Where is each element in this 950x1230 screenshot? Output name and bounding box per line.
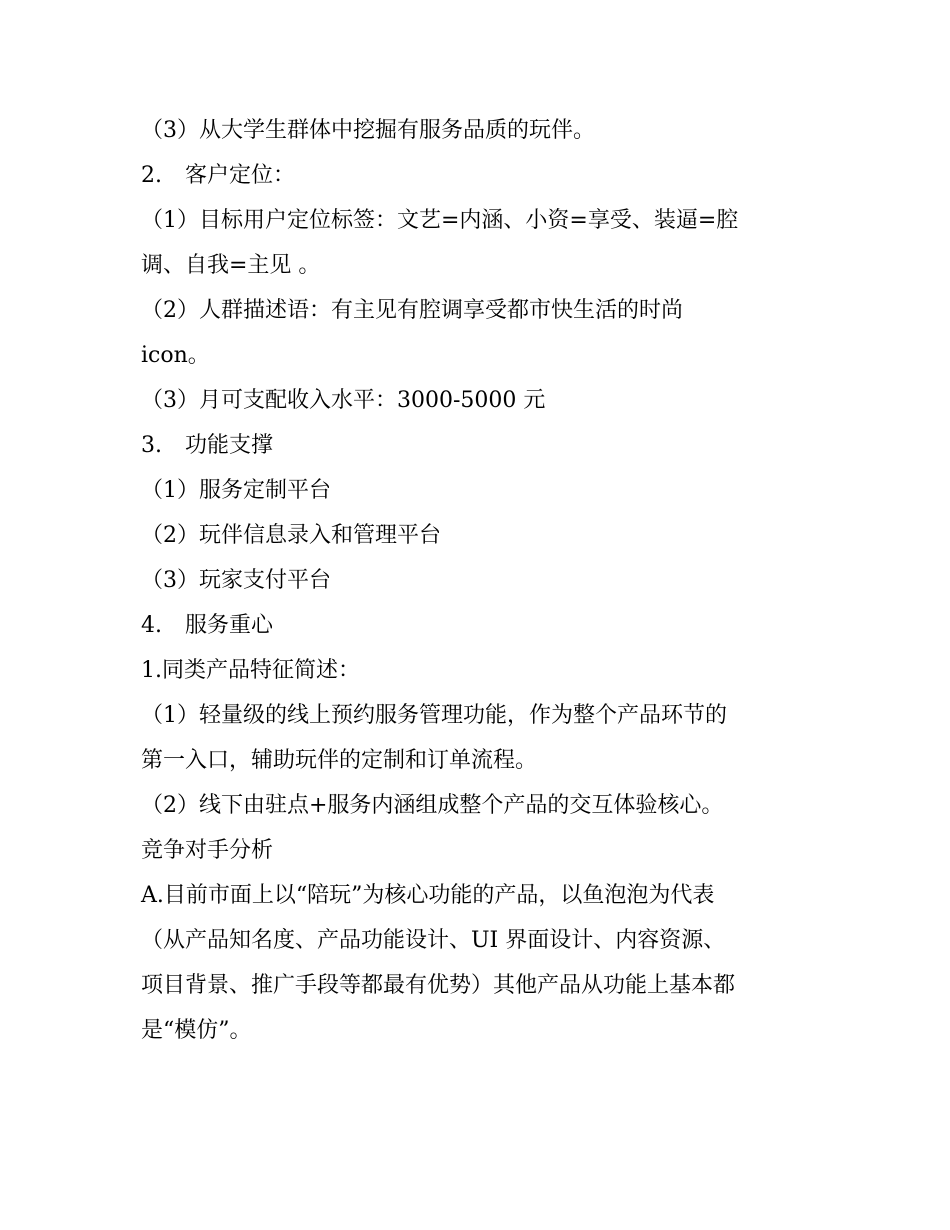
numbered-heading-function-support (141, 423, 821, 468)
paragraph-line: 项目背景、推广手段等都最有优势）其他产品从功能上基本都 (141, 973, 736, 998)
heading-text: 服务重心 (185, 613, 274, 638)
paragraph-line: 调、自我=主见 。 (141, 253, 321, 278)
paragraph-line: （1）轻量级的线上预约服务管理功能，作为整个产品环节的 (141, 703, 727, 728)
heading-text: 功能支撑 (185, 433, 274, 458)
document-body (141, 108, 821, 1053)
paragraph-line: icon。 (141, 343, 210, 368)
list-number: 3. (141, 433, 162, 458)
paragraph-line: 第一入口，辅助玩伴的定制和订单流程。 (141, 748, 538, 773)
section-heading-competitor-analysis: 竞争对手分析 (141, 838, 274, 863)
paragraph-line: 是“模仿”。 (141, 1018, 252, 1043)
paragraph-line: （1）服务定制平台 (141, 478, 331, 503)
numbered-heading-service-focus (141, 603, 821, 648)
paragraph-line: A.目前市面上以“陪玩”为核心功能的产品，以鱼泡泡为代表 (141, 883, 715, 908)
paragraph-line: （从产品知名度、产品功能设计、UI 界面设计、内容资源、 (141, 928, 726, 953)
heading-text: 客户定位： (185, 163, 296, 188)
paragraph-line: （3）玩家支付平台 (141, 568, 331, 593)
list-number: 4. (141, 613, 162, 638)
paragraph-line: （3）从大学生群体中挖掘有服务品质的玩伴。 (141, 118, 595, 143)
list-number: 2. (141, 163, 162, 188)
paragraph-line: （1）目标用户定位标签：文艺=内涵、小资=享受、装逼=腔 (141, 208, 739, 233)
numbered-heading-customer-positioning (141, 153, 821, 198)
paragraph-line: （3）月可支配收入水平：3000-5000 元 (141, 388, 546, 413)
paragraph-line: 1.同类产品特征简述： (141, 658, 360, 683)
paragraph-line: （2）人群描述语：有主见有腔调享受都市快生活的时尚 (141, 298, 683, 323)
paragraph-line: （2）线下由驻点+服务内涵组成整个产品的交互体验核心。 (141, 793, 724, 818)
paragraph-line: （2）玩伴信息录入和管理平台 (141, 523, 441, 548)
